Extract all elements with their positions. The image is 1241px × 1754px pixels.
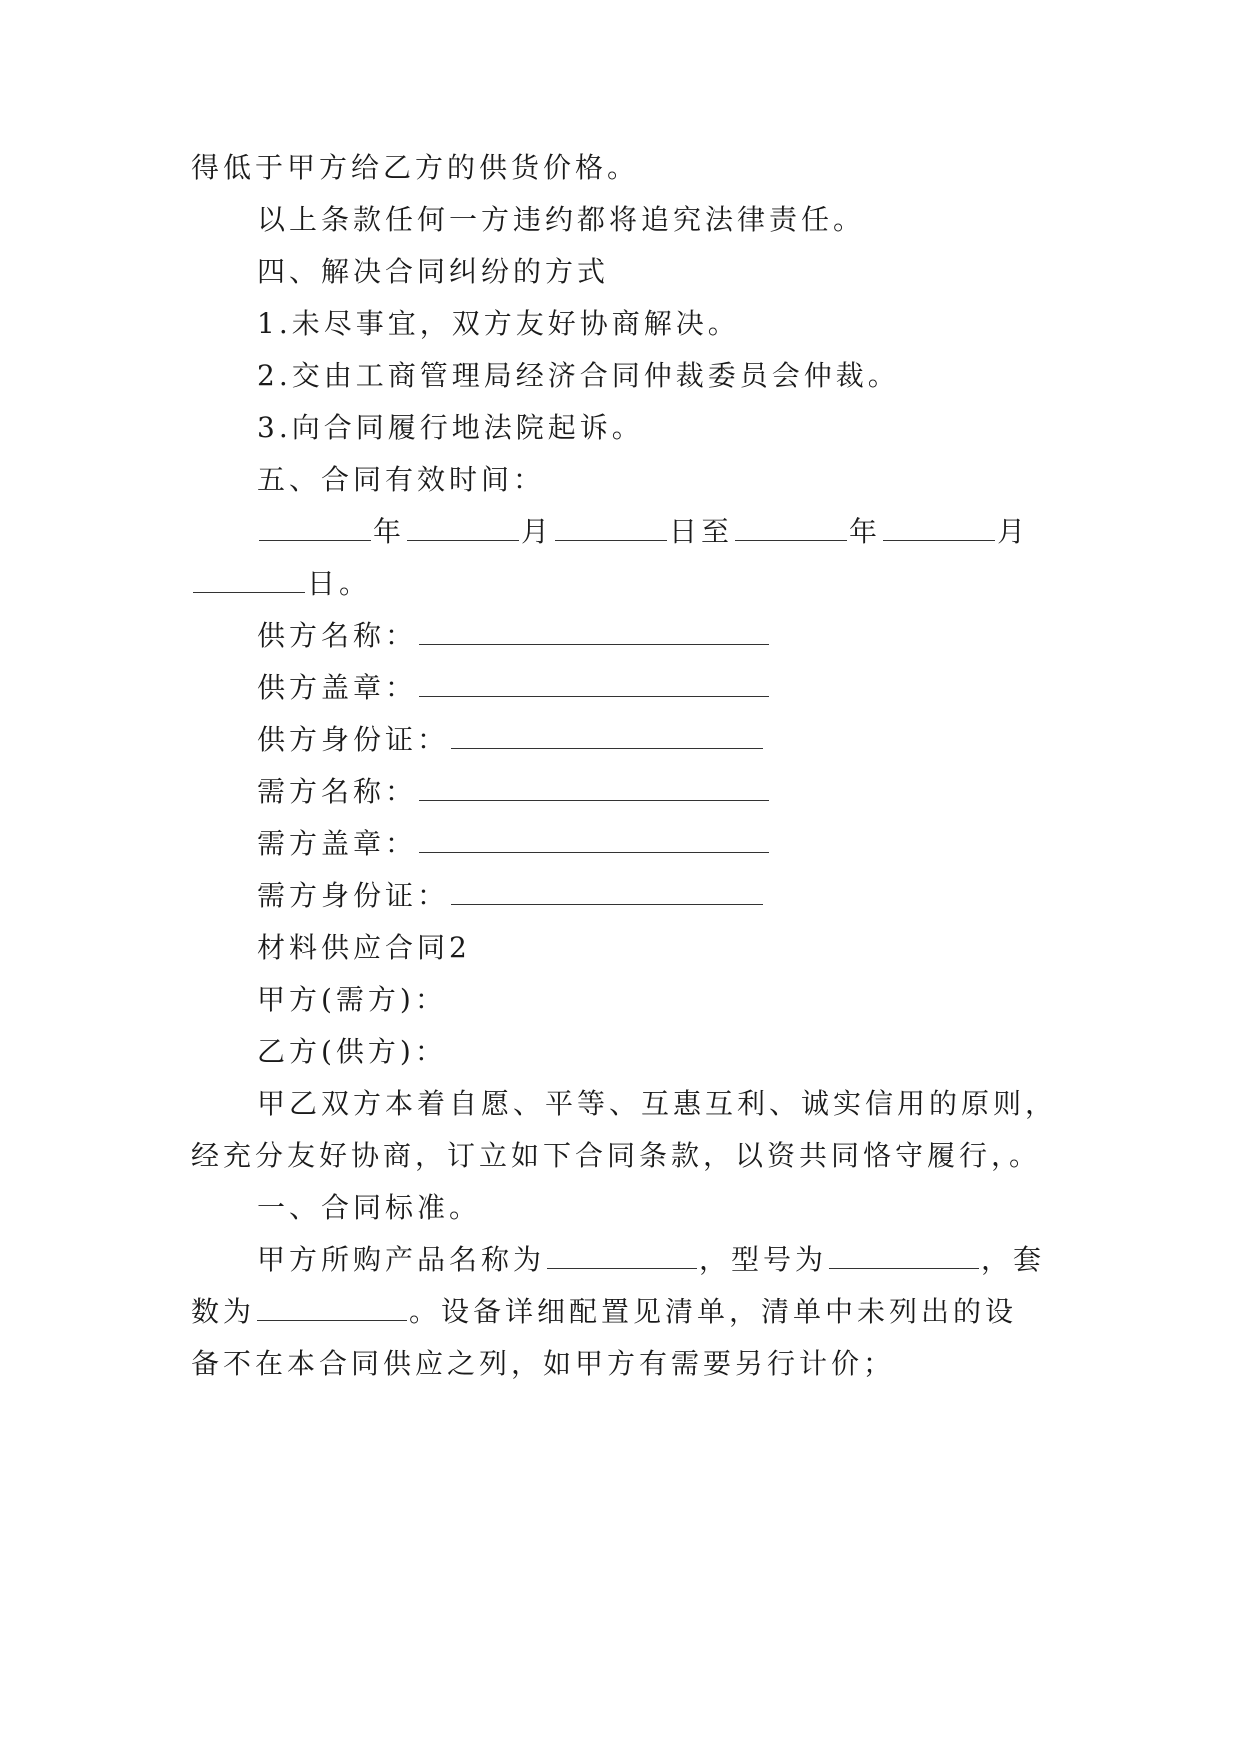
text-span: 一、合同标准。 bbox=[257, 1191, 482, 1224]
text-span: 四、解决合同纠纷的方式 bbox=[257, 255, 610, 288]
text-span: 甲乙双方本着自愿、平等、互惠互利、诚实信用的原则， bbox=[257, 1087, 1058, 1120]
blank-field[interactable] bbox=[419, 670, 769, 697]
text-span: 备不在本合同供应之列，如甲方有需要另行计价； bbox=[191, 1347, 896, 1380]
blank-field[interactable] bbox=[883, 514, 995, 541]
paragraph-line bbox=[0, 148, 1241, 188]
list-item bbox=[0, 356, 1241, 396]
text-span: 需方盖章： bbox=[257, 827, 418, 860]
party-line bbox=[0, 1032, 1241, 1072]
blank-field[interactable] bbox=[259, 514, 371, 541]
party-line bbox=[0, 980, 1241, 1020]
text-span: 以上条款任何一方违约都将追究法律责任。 bbox=[257, 203, 866, 236]
blank-field[interactable] bbox=[257, 1294, 407, 1321]
text-span: ，型号为 bbox=[699, 1243, 828, 1276]
date-range-line-end bbox=[0, 564, 1241, 604]
text-span: ，套 bbox=[981, 1243, 1046, 1276]
blank-field[interactable] bbox=[419, 774, 769, 801]
signature-line bbox=[0, 772, 1241, 812]
text-span: 数为 bbox=[191, 1295, 256, 1328]
paragraph-line bbox=[0, 1084, 1241, 1124]
text-span: 供方身份证： bbox=[257, 723, 450, 756]
blank-field[interactable] bbox=[193, 566, 305, 593]
text-span: 日至 bbox=[669, 515, 734, 548]
section-heading bbox=[0, 460, 1241, 500]
text-span: 五、合同有效时间： bbox=[257, 463, 546, 496]
text-span: 甲方所购产品名称为 bbox=[257, 1243, 546, 1276]
text-span: 年 bbox=[849, 515, 882, 548]
text-span: 乙方(供方)： bbox=[257, 1035, 447, 1068]
text-span: 1.未尽事宜，双方友好协商解决。 bbox=[257, 307, 740, 340]
paragraph-line bbox=[0, 1136, 1241, 1176]
text-span: 需方身份证： bbox=[257, 879, 450, 912]
paragraph-line bbox=[0, 1292, 1241, 1332]
text-span: 供方盖章： bbox=[257, 671, 418, 704]
blank-field[interactable] bbox=[407, 514, 519, 541]
signature-line bbox=[0, 616, 1241, 656]
signature-line bbox=[0, 720, 1241, 760]
list-item bbox=[0, 304, 1241, 344]
signature-line bbox=[0, 824, 1241, 864]
text-span: 。设备详细配置见清单，清单中未列出的设 bbox=[409, 1295, 1018, 1328]
text-span: 3.向合同履行地法院起诉。 bbox=[257, 411, 644, 444]
text-span: 经充分友好协商，订立如下合同条款，以资共同恪守履行，。 bbox=[191, 1139, 1042, 1172]
blank-field[interactable] bbox=[451, 878, 763, 905]
blank-field[interactable] bbox=[829, 1242, 979, 1269]
paragraph-line bbox=[0, 200, 1241, 240]
blank-field[interactable] bbox=[547, 1242, 697, 1269]
text-span: 月 bbox=[521, 515, 554, 548]
text-span: 年 bbox=[373, 515, 406, 548]
paragraph-line bbox=[0, 1240, 1241, 1280]
paragraph-line bbox=[0, 1344, 1241, 1384]
blank-field[interactable] bbox=[555, 514, 667, 541]
date-range-line bbox=[0, 512, 1241, 552]
list-item bbox=[0, 408, 1241, 448]
text-span: 需方名称： bbox=[257, 775, 418, 808]
text-span: 2.交由工商管理局经济合同仲裁委员会仲裁。 bbox=[257, 359, 900, 392]
blank-field[interactable] bbox=[419, 618, 769, 645]
contract-title bbox=[0, 928, 1241, 968]
blank-field[interactable] bbox=[419, 826, 769, 853]
text-span: 得低于甲方给乙方的供货价格。 bbox=[191, 151, 640, 184]
text-span: 月 bbox=[997, 515, 1030, 548]
text-span: 甲方(需方)： bbox=[257, 983, 447, 1016]
signature-line bbox=[0, 876, 1241, 916]
section-heading bbox=[0, 252, 1241, 292]
text-span: 材料供应合同2 bbox=[257, 931, 471, 964]
text-span: 供方名称： bbox=[257, 619, 418, 652]
section-heading bbox=[0, 1188, 1241, 1228]
signature-line bbox=[0, 668, 1241, 708]
text-span: 日。 bbox=[307, 567, 372, 600]
blank-field[interactable] bbox=[451, 722, 763, 749]
blank-field[interactable] bbox=[735, 514, 847, 541]
